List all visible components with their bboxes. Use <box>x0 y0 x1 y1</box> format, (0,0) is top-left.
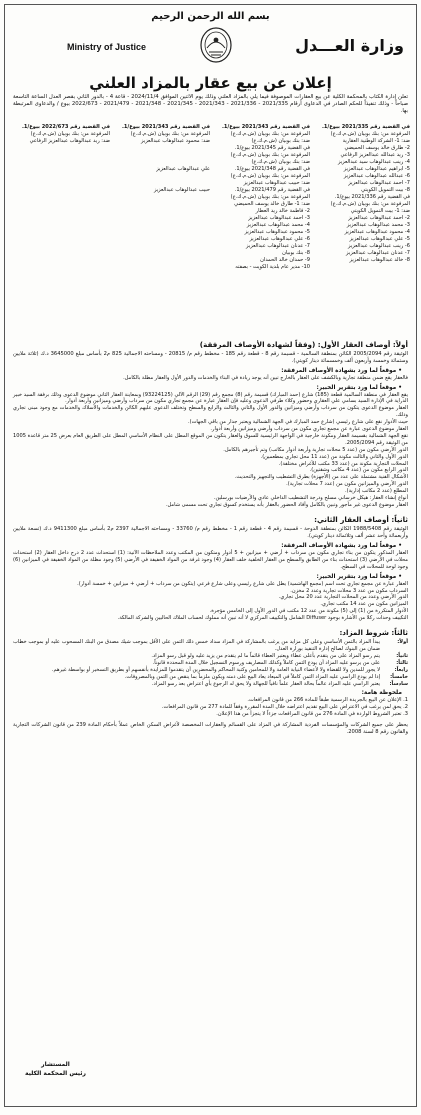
party-line <box>116 180 210 187</box>
party-line: 3- أحمد عبدالوهاب عبدالعزيز <box>248 214 310 221</box>
party-line <box>116 159 210 166</box>
closing-paragraph: يحظر على جميع الشركات والمؤسسات الفردية المشاركة في المزاد على القسائم والعقارات المخصصة لأغراض السكن الخاص عملاً بأحكام المادة 239 من قانون الشركات التجارية والقانون رقم 8 لسنة 2008. <box>13 722 408 736</box>
party-line: ضد: 1- بيت التمويل الكويتي <box>350 207 410 214</box>
auction-terms <box>5 639 416 687</box>
party-line: المرفوعة من: بنك بوبيان (ش.م.ك.ع) <box>230 130 310 137</box>
case-number: في القضية رقم 2021/343 بيوع/1. <box>121 123 210 130</box>
bullet: العقار موضوع الدعوى غير مأجور وتبين بالكامل وأفاد الحضور بالعقار بأنه يستخدم كسوق تجاري تحت مسمى شامل. <box>165 502 408 509</box>
case-number: في القضية رقم 2021/343 بيوع/1. <box>221 123 310 130</box>
intro-paragraph: تعلن إدارة الكتاب بالمحكمة الكلية عن بيع العقارات الموصوفة فيما يلي بالمزاد العلني وذلك يوم الاثنين الموافق 2024/11/4 - قاعة 4 - بالدور الثاني بقصر العدل الساعة التاسعة صباحاً - وذلك تنفيذاً للحكم الصادر في الدعاوى أرقام 2021/335 - 2021/336 - 2021/343 - 2021/345 - 2021/348 - 2021/479 - 2022/673 بيوع / والدعاوى المرتبطة بها. <box>13 94 409 115</box>
party-line: حبيب عبدالوهاب عبدالعزيز <box>153 186 210 193</box>
party-line: 3- زيد عبدالله عبدالعزيز الرفاعي <box>340 151 410 158</box>
term-row <box>13 653 408 660</box>
case-column <box>16 124 110 145</box>
party-line: في القضية رقم 2021/348 بيوع/1. <box>234 165 310 172</box>
party-line: في القضية رقم 2021/345 بيوع/1. <box>234 144 310 151</box>
party-line: المرفوعة من: بنك بوبيان (ش.م.ك.ع) <box>30 130 110 137</box>
case-number: في القضية رقم 2022/673 بيوع/1. <box>21 123 110 130</box>
section-title: أولاً: أوصاف العقار الأول: (وفقاً لشهادة الأوصاف المرفقة) <box>199 339 408 349</box>
bullet: التكييف وحدات ركلا من الأشارة بوجود Diffuser الشامل والتكييف المركزي لا أنه تبين أنه مملوك لحساب الملاك الحاليين والشركة المالكة. <box>117 615 408 622</box>
party-line: ضد: بنك بوبيان (ش.م.ك.ع) <box>251 137 310 144</box>
masthead <box>5 24 416 70</box>
bullet: الأدوار المتكررة من (1) إلى (5) مكونة من عدد 12 مكتب في الدور الأول إلى الخامس مؤجرة. <box>209 608 408 615</box>
party-line: 3- محمد عبدالوهاب عبدالعزيز <box>346 221 410 228</box>
party-line: 7- عدنان عبدالوهاب عبدالعزيز <box>346 249 410 256</box>
bullet: العقار عبارة عن مجمع تجاري تحت اسم (مجمع الهاشمية) يطل على شارع رئيسي وعلى شارع فرعي (يتكون من سرداب + أرضي + ميزانين + خمسة أدوار). <box>77 580 408 587</box>
notes-title: ملحوظة هامة: <box>361 690 402 697</box>
party-line: المرفوعة من: بنك بوبيان (ش.م.ك.ع) <box>230 172 310 179</box>
subheading: • موقعاً لما ورد بشهادة الأوصاف المرفقة: <box>281 542 402 549</box>
case-column <box>116 124 210 194</box>
party-line: 8- خالد عبدالوهاب عبدالعزيز <box>349 256 410 263</box>
party-line: 5- علي عبدالوهاب عبدالعزيز <box>349 235 410 242</box>
party-line: المرفوعة من: بنك بوبيان (ش.م.ك.ع) <box>130 130 210 137</box>
section-title: ثانياً: أوصاف العقار الثاني: <box>314 514 408 524</box>
party-line: في القضية رقم 2021/336 بيوع/1. <box>334 193 410 200</box>
party-line <box>116 145 210 152</box>
term-row <box>13 639 408 653</box>
bullet: أنواع إنشاء العقار: هيكل خرساني مسلح ودرجة التشطيب الداخلي عادي والأرضيات بورسلين. <box>213 495 408 502</box>
note-item: 3. تعتبر الشروط الواردة في المادة 276 من قانون المرافعات جزءاً لا يتجزأ من هذا الإعلان. <box>216 711 408 718</box>
party-line: 2- فاطمة خالد زيد العطار <box>255 207 310 214</box>
party-line: 5- محمود عبدالوهاب عبدالعزيز <box>244 228 310 235</box>
party-line: 10- مدير عام بلدية الكويت - بصفته <box>235 263 310 270</box>
party-line: 7- عدنان عبدالوهاب عبدالعزيز <box>246 242 310 249</box>
bullet-list <box>5 581 416 616</box>
term-text: إذا لم يودع الراسي عليه المزاد الثمن كاملاً في الميعاد يعاد البيع على ذمته ويكون ملزماً بما ينقص من الثمن وبالمصروفات. <box>124 673 380 680</box>
case-column <box>316 124 410 264</box>
subheading: • موقعاً لما ورد بتقرير الخبير: <box>316 573 402 580</box>
party-line: 6- علي عبدالوهاب عبدالعزيز <box>249 235 310 242</box>
party-line: ضد: محمود عبدالوهاب عبدالعزيز <box>140 137 210 144</box>
party-line: المرفوعة من: بنك بوبيان (ش.م.ك.ع) <box>230 193 310 200</box>
party-line: ضد: 1- طارق خالد يوسف الحميضي <box>234 200 310 207</box>
signature-title: المستشار <box>41 1061 70 1068</box>
bullet: الدور الأرضي والميزانين مكون من (عدد 7 محلات تجارية). <box>286 481 408 488</box>
party-line: 6- زينب عبدالوهاب عبدالعزيز <box>348 242 410 249</box>
notice-title: إعلان عن بيع عقار بالمزاد العلني <box>89 74 332 92</box>
term-text: لا يجوز للمدين ولا للقضاة ولا لأعضاء النيابة العامة ولا للمحامين وكتبة المحاكم والمحضرين أن يتقدموا للمزايدة بأنفسهم أو بطريق التسخير أو بواسطة غيرهم. <box>51 666 380 673</box>
party-line: ضد: حبيب عبدالوهاب عبدالعزيز <box>243 179 310 186</box>
party-line: 8- بنك بوبيان <box>282 249 310 256</box>
party-line: علي عبدالوهاب عبدالعزيز <box>156 165 210 172</box>
term-label: ثالثاً: <box>396 659 408 666</box>
bullet: حيث الأدوار نقع على شارع رئيسي (شارع حمد المبارك في الجهة الشمالية ويعتبر جدار من باقي الجهات). <box>187 419 408 426</box>
party-line: 6- عبدالله عبدالوهاب عبدالعزيز <box>343 172 410 179</box>
party-line: 4- زينب عبدالوهاب سيد عبدالعزيز <box>337 158 410 165</box>
term-row <box>13 674 408 681</box>
property-deed: الوثيقة رقم 2005/2094 الكائن بمنطقة السالمية - قسيمة رقم 8 - قطعة رقم 185 - مخطط رقم م/ 20815 - ومساحته الاجمالية 825 م2 بأساس مبلغ 3645000 د.ك (ثلاثة ملايين وستمائة وخمسة وأربعون ألف وخمسمائة دينار كويتي). <box>13 350 408 364</box>
term-label: سادساً: <box>389 680 408 687</box>
note-item: 2. يحق لمن يرغب في الاعتراض على البيع تقديم اعتراضه خلال المدة المقررة وفقاً للمادة 277 من قانون المرافعات. <box>161 704 408 711</box>
party-line: المرفوعة من: بنك بوبيان (ش.م.ك.ع) <box>330 130 410 137</box>
bullet: العقار المذكور يتكون من بناء تجاري مكون من سرداب + أرضي + ميزانين + 5 أدوار ومتكون من المكتب وعدد الملاحظات الآتية: (1) استحداث عدد 2 درج داخل العقار (2) استحداث محلات في الأرضي (3) استحداث بناء من الطابق والسطح من العقار الخلفية خلف العقار (4) وجود غرفة من المواد الخفيفة في الأرضي (5) وجود مظلة من المواد الخفيفة في الميزانين (6) وجود لوحة للمحلات في السطح. <box>13 549 409 570</box>
bullet: الميزانين مكون من عدد 14 مكتب تجاري. <box>320 601 408 608</box>
bullet-list <box>5 392 416 509</box>
bullet: العقار موضوع الدعوى يتكون من سرداب وأرضي وميزانين والدور الأول والثاني والثالث والرابع والسطح وتختلف الدعوى عليهم الكائن والخدمات والأسلاك والخدمات مع وجود مبنى تجاري وذلك. <box>13 405 408 419</box>
bullet: العقار موضوع الدعوى عبارة عن مجمع تجاري مكون من سرداب وأرضي وميزانين وأربعة أدوار. <box>210 426 408 433</box>
party-line: ضد: زيد عبدالوهاب عبدالعزيز الرفاعي <box>29 137 110 144</box>
bullet: الأشكال الفنية مشتملة على عدد من (الأجهزة) بطرق التشطيب والتجهيز والتحديث. <box>234 474 408 481</box>
party-line: 7- أحمد عبدالوهاب عبدالعزيز <box>348 179 410 186</box>
party-line: 4- محمد عبدالوهاب عبدالعزيز <box>246 221 310 228</box>
bullet: الدور الأول والثاني والثالث مكونة من (عدد 11 محل تجاري بمطعمين). <box>260 453 408 460</box>
case-parties <box>5 124 416 334</box>
masthead-arabic: وزارة العـــدل <box>295 36 404 55</box>
bullet: تقع الجهة الشمالية بقسيمة العقار ومكونة خارجية في الواجهة الرئيسية للسوق والعقار يتكون من الموقع المطل على النظام الأساسي المطل على الطريق العام بعرض 25 متر قاعدة 1005 من الوثيقة رقم 2005/2094. <box>13 432 408 446</box>
property-deed: الوثيقة رقم 1988/5408 الكائن بمنطقة الدوحة - قسيمة رقم 4 - قطعة رقم 1 - مخطط رقم م/ 33760 - ومساحته الاجمالية 2397 م2 بأساس مبلغ 9411300 د.ك (تسعة ملايين وأربعمائة وأحد عشر ألف وثلاثمائة دينار كويتي). <box>13 525 408 539</box>
party-line: 4- محمود عبدالوهاب عبدالعزيز <box>344 228 410 235</box>
party-line: 2- طارق خالد يوسف الحميضي <box>344 144 410 151</box>
bullet: يقع العقار في منطقة السالمية قطعة (185) شارع (حمد المبارك) قسيمة رقم (8) مجمع رقم (29) الرقم الآلي (93224125) وبمعاينة العقار الثاني موضوع الدعوى وذلك برفقة السيد خبير الدراية في الإدارة السيد بسامي علي العقاري وحضور وكلاء طرفي الدعوى وعليه فإن العقار عبارة عن مجمع تجاري مكون من سرداب وأرضي وميزانين وأربعة أدوار. <box>13 391 408 405</box>
term-text: يبدأ المزاد بالثمن الأساسي وعلى كل مزايد من يرغب بالمشاركة في المزاد سداد خمس ذلك الثمن على الأقل بموجب شيك مصدق من البنك المسحوب عليه أو بموجب خطاب ضمان من البنوك لصالح إدارة التنفيذ بوزارة العدل. <box>13 639 380 652</box>
signature-block <box>25 1060 86 1078</box>
party-line: المرفوعة من: بنك بوبيان (ش.م.ك.ع) <box>330 200 410 207</box>
signature-role: رئيس المحكمة الكلية <box>25 1070 86 1077</box>
bullet: الدور الأرضي وعدد من المحلات التجارية عدد 20 محل تجاري. <box>278 594 408 601</box>
party-line: في القضية رقم 2021/479 بيوع/1. <box>234 186 310 193</box>
party-line: 8- بيت التمويل الكويتي <box>361 186 410 193</box>
section-title: ثالثاً: شروط المزاد: <box>339 628 408 638</box>
state-emblem-icon <box>199 26 233 64</box>
term-text: يتم رسو المزاد على من يتقدم بأعلى عطاء ويعتبر العطاء قائماً ما لم يتقدم من يزيد عليه ولو قبل رسو المزاد. <box>151 652 380 659</box>
term-text: على من يرسو عليه المزاد أن يودع الثمن كاملاً وكذلك المصاريف ورسوم التسجيل خلال المدة المحددة قانوناً. <box>152 659 380 666</box>
term-row <box>13 667 408 674</box>
newspaper-notice <box>4 4 417 1107</box>
masthead-english: Ministry of Justice <box>67 42 147 52</box>
term-label: خامساً: <box>390 673 408 680</box>
term-label: رابعاً: <box>394 666 408 673</box>
subheading: • موقعاً لما ورد بشهادة الأوصاف المرفقة: <box>281 367 402 374</box>
term-row <box>13 681 408 688</box>
party-line: 5- ابراهيم عبدالوهاب عبدالعزيز <box>343 165 410 172</box>
bullet: فالعقار يقع ضمن منطقة تجارية وبالكشف على العقار بالخارج تبين أنه يوجد زيادة في البناء والخدمات والدور الأول والعقار مطلة بالكامل. <box>123 374 408 381</box>
bullet: المطلع (عدد 2 مكاتب إدارية). <box>344 488 408 495</box>
bullet: المحلات التجارية مكونة من (عدد 33 مكتب للأغراض مختلفة). <box>278 460 408 467</box>
party-line: 9- حمدان خالد الحمدان <box>260 256 310 263</box>
basmala: بسم الله الرحمن الرحيم <box>151 11 270 22</box>
party-line: 2- أحمد عبدالوهاب عبدالعزيز <box>348 214 410 221</box>
party-line <box>116 152 210 159</box>
case-number: في القضية رقم 2021/335 بيوع/1. <box>321 123 410 130</box>
term-label: ثانياً: <box>396 652 408 659</box>
case-column <box>216 124 310 271</box>
bullet: السرداب مكون من عدد 3 محلات تجارية وعدد 2 مخزن. <box>290 587 408 594</box>
party-line: ضد: بنك بوبيان (ش.م.ك.ع) <box>251 158 310 165</box>
term-text: يعتبر الراسي عليه المزاد عالماً بحالة العقار علماً نافياً للجهالة ولا يحق له الرجوع بأي اعتراض بعد رسو المزاد. <box>151 680 380 687</box>
subheading: • موقعاً لما ورد بتقرير الخبير: <box>316 384 402 391</box>
note-item: 1. الإعلان عن البيع بالجريدة الرسمية طبقاً للمادة 266 من قانون المرافعات. <box>247 697 408 704</box>
bullet: الدور الرابع مكون من (عدد 4 مكاتب وشقتين). <box>309 467 408 474</box>
party-line: المرفوعة من: بنك بوبيان (ش.م.ك.ع) <box>230 151 310 158</box>
term-label: أولاً: <box>397 639 408 646</box>
party-line: ضد: 1- الشركة الوطنية العقارية <box>342 137 410 144</box>
notes-list <box>5 697 416 718</box>
bullet: الدور الأرضي مكون من (عدد 5 محلات تجارية وأربعة أدوار مكاتب) وتم تأجيرهم بالكامل. <box>223 446 408 453</box>
term-row <box>13 660 408 667</box>
party-line <box>116 173 210 180</box>
